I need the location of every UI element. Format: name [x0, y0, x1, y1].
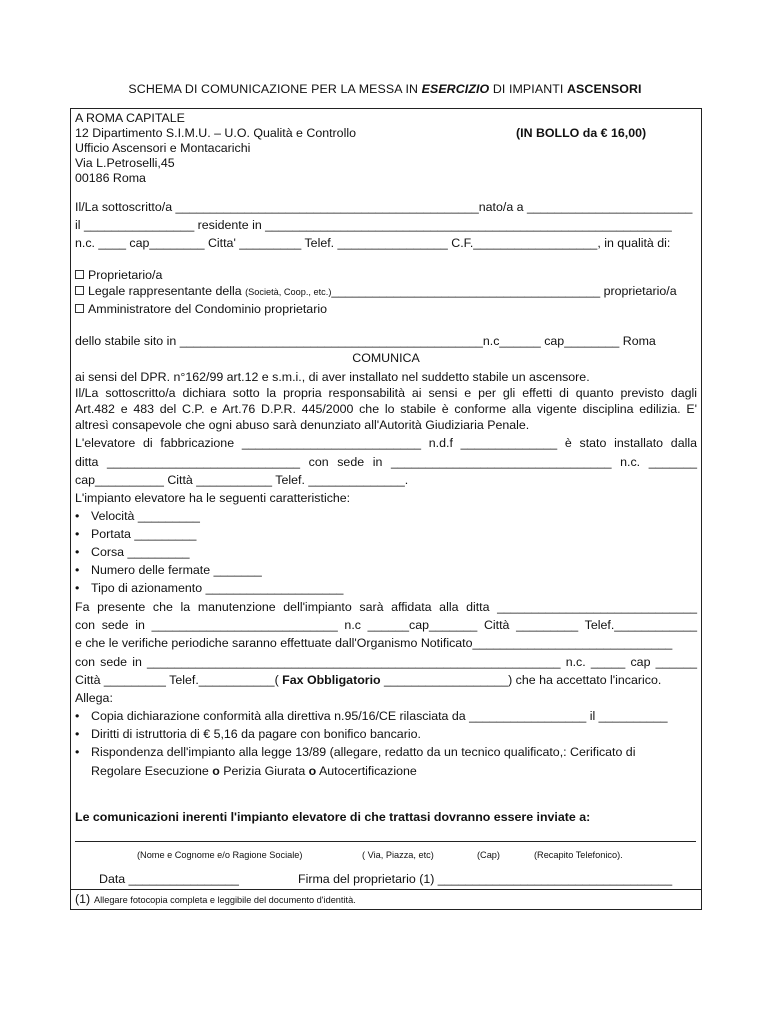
address-line-1: A ROMA CAPITALE: [75, 111, 185, 125]
checkbox-administrator[interactable]: [75, 304, 84, 313]
date-field: Data ________________: [99, 872, 239, 886]
body-line-2: Il/La sottoscritto/a dichiara sotto la propria responsabilità ai sensi e per gli effetti di quanto previsto dagli: [75, 386, 697, 400]
address-line-3: Ufficio Ascensori e Montacarichi: [75, 141, 251, 155]
address-line-2: 12 Dipartimento S.I.M.U. – U.O. Qualità e Controllo: [75, 126, 356, 140]
signature-field: Firma del proprietario (1) __________________________________: [298, 872, 673, 886]
comunica-heading: COMUNICA: [352, 351, 420, 365]
declarant-line-3: n.c. ____ cap________ Citta' _________ Telef. ________________ C.F.__________________, in qualità di:: [75, 236, 671, 250]
role-option-owner[interactable]: Proprietario/a: [75, 268, 697, 283]
body-line-3: Art.482 e 483 del C.P. e Art.76 D.P.R. 445/2000 che lo stabile è conforme alla vigente disciplina edilizia. E': [75, 402, 697, 416]
maintenance-line-1: Fa presente che la manutenzione dell'impianto sarà affidata alla ditta _____________________________: [75, 600, 697, 614]
address-line-4: Via L.Petroselli,45: [75, 156, 175, 170]
attachment-conformity: Copia dichiarazione conformità alla direttiva n.95/16/CE rilasciata da _________________ il __________: [91, 709, 668, 723]
feature-velocity: Velocità _________: [91, 509, 200, 523]
label-phone: (Recapito Telefonico).: [534, 850, 623, 860]
footnote-divider: [70, 889, 702, 890]
label-cap: (Cap): [477, 850, 500, 860]
bullet-icon: •: [75, 527, 80, 541]
body-line-6: ditta ____________________________ con sede in ________________________________ n.c. _______: [75, 455, 697, 469]
feature-capacity: Portata _________: [91, 527, 197, 541]
attachment-compliance-cont: Regolare Esecuzione o Perizia Giurata o Autocertificazione: [91, 764, 417, 778]
address-line-rule: [75, 841, 696, 842]
building-line: dello stabile sito in ____________________________________________n.c______ cap________ Roma: [75, 334, 656, 348]
role-option-administrator[interactable]: Amministratore del Condominio proprietario: [75, 302, 697, 317]
feature-drive-type: Tipo di azionamento ____________________: [91, 581, 344, 595]
checkbox-legal-rep[interactable]: [75, 286, 84, 295]
label-street: ( Via, Piazza, etc): [362, 850, 434, 860]
checkbox-owner[interactable]: [75, 270, 84, 279]
bullet-icon: •: [75, 709, 80, 723]
maintenance-line-5: Città _________ Telef.___________( Fax Obbligatorio __________________) che ha accettato l'incarico.: [75, 673, 662, 687]
footnote-marker: (1): [75, 892, 91, 906]
attachment-fees: Diritti di istruttoria di € 5,16 da pagare con bonifico bancario.: [91, 727, 421, 741]
declarant-line-2: il ________________ residente in ___________________________________________________________: [75, 218, 672, 232]
body-line-5: L'elevatore di fabbricazione __________________________ n.d.f ______________ è stato installato dalla: [75, 436, 697, 450]
footnote-text: Allegare fotocopia completa e leggibile del documento d'identità.: [94, 895, 356, 905]
label-name: (Nome e Cognome e/o Ragione Sociale): [137, 850, 303, 860]
body-line-1: ai sensi del DPR. n°162/99 art.12 e s.m.i., di aver installato nel suddetto stabile un ascensore.: [75, 370, 590, 384]
bullet-icon: •: [75, 581, 80, 595]
maintenance-line-2: con sede in ___________________________ n.c ______cap_______ Città _________ Telef.____________: [75, 618, 697, 632]
bollo-notice: (IN BOLLO da € 16,00): [516, 126, 647, 140]
body-line-4: altresì consapevole che ogni abuso sarà denunziato all'Autorità Giudiziaria Penale.: [75, 418, 530, 432]
bullet-icon: •: [75, 745, 80, 759]
declarant-line-1: Il/La sottoscritto/a ____________________________________________nato/a a ________________________: [75, 200, 693, 214]
feature-stops: Numero delle fermate _______: [91, 563, 262, 577]
maintenance-line-3: e che le verifiche periodiche saranno effettuate dall'Organismo Notificato_____________________________: [75, 636, 673, 650]
page-title: SCHEMA DI COMUNICAZIONE PER LA MESSA IN ESERCIZIO DI IMPIANTI ASCENSORI: [128, 82, 642, 96]
bullet-icon: •: [75, 545, 80, 559]
attachment-compliance: Rispondenza dell'impianto alla legge 13/89 (allegare, redatto da un tecnico qualificato,: Cerificato di: [91, 745, 636, 759]
role-option-legal-rep[interactable]: Legale rappresentante della (Società, Coop., etc.)_______________________________________ proprietario/a: [75, 284, 697, 300]
address-line-5: 00186 Roma: [75, 171, 146, 185]
bullet-icon: •: [75, 563, 80, 577]
notice-heading: Le comunicazioni inerenti l'impianto elevatore di che trattasi dovranno essere inviate a:: [75, 810, 591, 824]
feature-travel: Corsa _________: [91, 545, 190, 559]
maintenance-line-4: con sede in ____________________________________________________________ n.c. _____ cap ______: [75, 655, 697, 669]
body-line-8: L'impianto elevatore ha le seguenti caratteristiche:: [75, 491, 351, 505]
body-line-7: cap__________ Città ___________ Telef. ______________.: [75, 473, 409, 487]
bullet-icon: •: [75, 509, 80, 523]
attachments-heading: Allega:: [75, 691, 113, 705]
bullet-icon: •: [75, 727, 80, 741]
